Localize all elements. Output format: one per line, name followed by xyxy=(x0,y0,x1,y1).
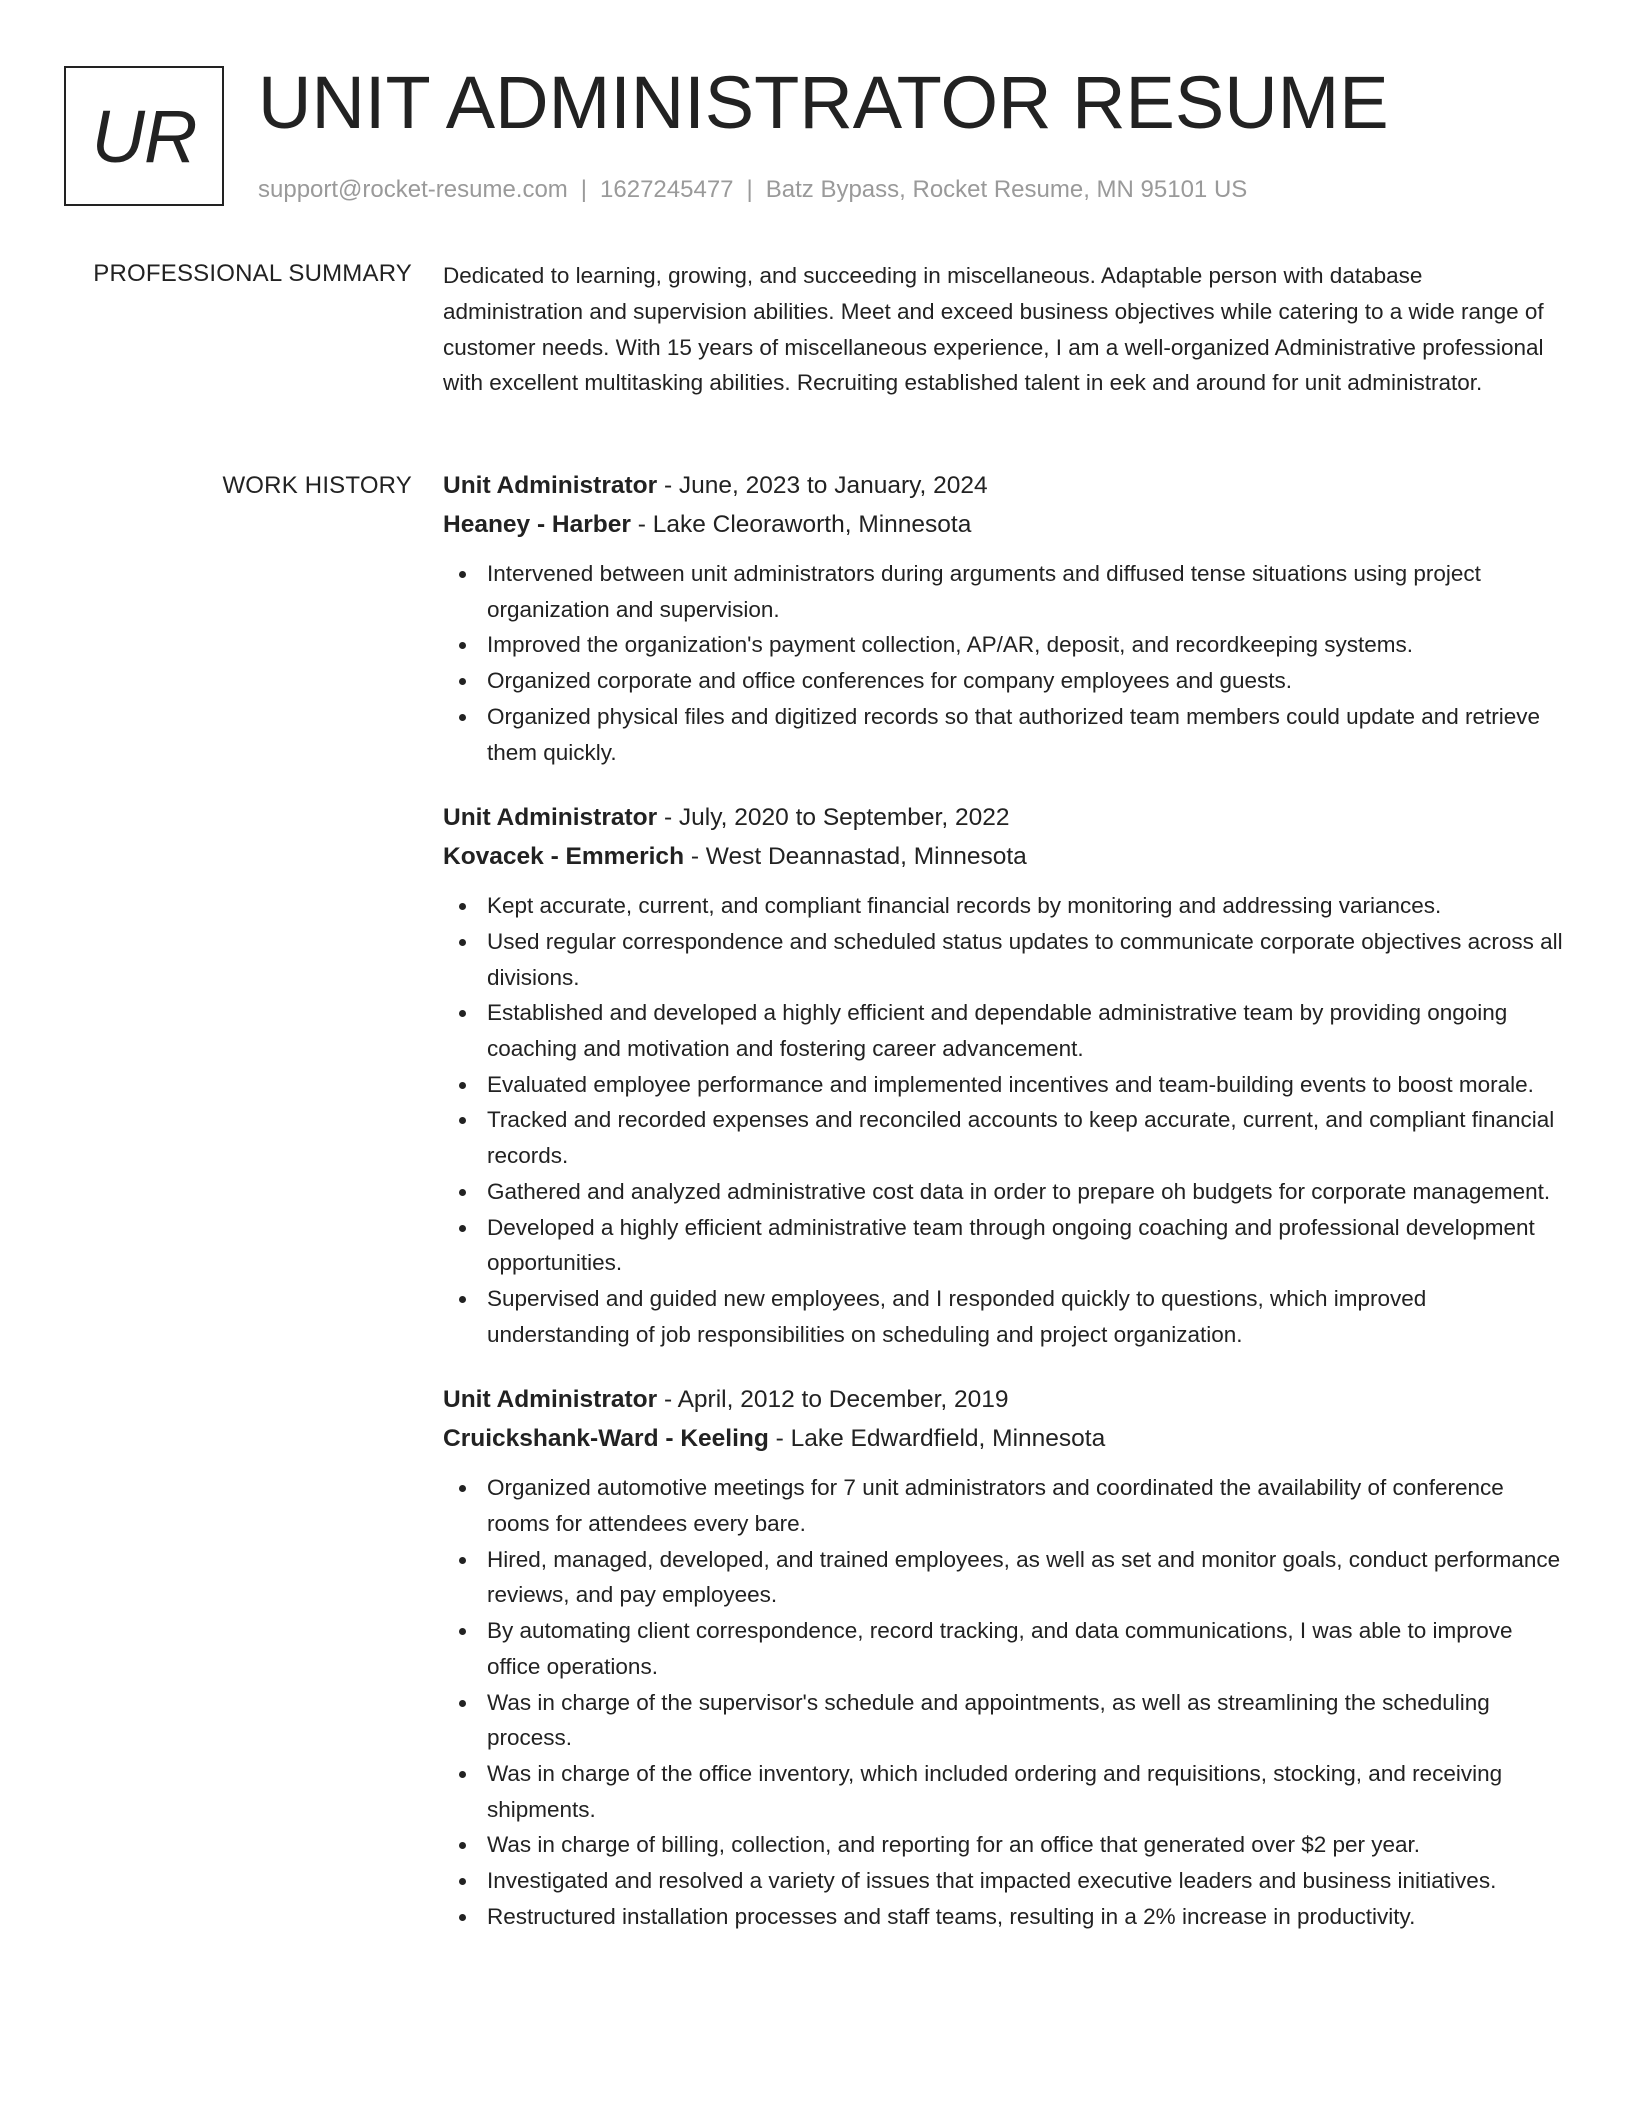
job-location: - Lake Edwardfield, Minnesota xyxy=(768,1425,1106,1453)
contact-address: Batz Bypass, Rocket Resume, MN 95101 US xyxy=(765,176,1248,203)
job-dates: - June, 2023 to January, 2024 xyxy=(657,472,988,499)
job-company-line xyxy=(443,837,1563,876)
list-item: Developed a highly efficient administrative team through ongoing coaching and professional development opportunities. xyxy=(443,1210,1563,1281)
monogram-logo: UR xyxy=(64,66,224,206)
list-item: Kept accurate, current, and compliant financial records by monitoring and addressing variances. xyxy=(443,888,1563,924)
work-history-section-label: WORK HISTORY xyxy=(222,472,412,499)
list-item: Restructured installation processes and staff teams, resulting in a 2% increase in productivity. xyxy=(443,1899,1563,1935)
job-dates: - April, 2012 to December, 2019 xyxy=(657,1386,1009,1414)
job-title: Unit Administrator xyxy=(443,1386,658,1414)
list-item: Hired, managed, developed, and trained employees, as well as set and monitor goals, conduct performance reviews, and pay employees. xyxy=(443,1542,1563,1613)
job-company-line xyxy=(443,1419,1563,1458)
contact-separator: | xyxy=(746,176,753,203)
contact-line xyxy=(258,174,1247,206)
list-item: By automating client correspondence, record tracking, and data communications, I was able to improve office operations. xyxy=(443,1613,1563,1684)
job-responsibilities-list xyxy=(443,888,1563,1352)
job-title-line xyxy=(443,798,1563,837)
list-item: Used regular correspondence and scheduled status updates to communicate corporate objectives across all divisions. xyxy=(443,924,1563,995)
list-item: Organized physical files and digitized records so that authorized team members could update and retrieve them quickly. xyxy=(443,699,1563,770)
list-item: Established and developed a highly efficient and dependable administrative team by providing ongoing coaching and motivation and fostering career advancement. xyxy=(443,995,1563,1066)
contact-separator: | xyxy=(580,176,588,203)
list-item: Tracked and recorded expenses and reconciled accounts to keep accurate, current, and compliant financial records. xyxy=(443,1102,1563,1173)
list-item: Supervised and guided new employees, and I responded quickly to questions, which improved understanding of job responsibilities on scheduling and project organization. xyxy=(443,1281,1563,1352)
job-entry xyxy=(443,798,1563,1352)
job-entry xyxy=(443,466,1563,770)
list-item: Was in charge of the supervisor's schedule and appointments, as well as streamlining the scheduling process. xyxy=(443,1685,1563,1756)
work-history-section xyxy=(443,466,1563,1963)
job-title-line xyxy=(443,1380,1563,1419)
contact-email: support@rocket-resume.com xyxy=(258,176,568,203)
list-item: Was in charge of the office inventory, which included ordering and requisitions, stocking, and receiving shipments. xyxy=(443,1756,1563,1827)
list-item: Improved the organization's payment collection, AP/AR, deposit, and recordkeeping systems. xyxy=(443,627,1563,663)
job-title: Unit Administrator xyxy=(443,472,658,499)
list-item: Evaluated employee performance and implemented incentives and team-building events to boost morale. xyxy=(443,1067,1563,1103)
job-company: Heaney - Harber xyxy=(443,511,631,538)
summary-section xyxy=(443,258,1563,401)
list-item: Was in charge of billing, collection, and reporting for an office that generated over $2 per year. xyxy=(443,1827,1563,1863)
job-entry xyxy=(443,1380,1563,1934)
list-item: Organized automotive meetings for 7 unit administrators and coordinated the availability of conference rooms for attendees every bare. xyxy=(443,1470,1563,1541)
job-dates: - July, 2020 to September, 2022 xyxy=(657,804,1010,832)
job-company-line xyxy=(443,505,1563,544)
job-company: Cruickshank-Ward - Keeling xyxy=(443,1425,769,1453)
job-location: - West Deannastad, Minnesota xyxy=(684,843,1027,871)
job-responsibilities-list xyxy=(443,556,1563,770)
list-item: Organized corporate and office conferences for company employees and guests. xyxy=(443,663,1563,699)
summary-section-label: PROFESSIONAL SUMMARY xyxy=(93,260,412,287)
job-responsibilities-list xyxy=(443,1470,1563,1934)
list-item: Intervened between unit administrators during arguments and diffused tense situations using project organization and supervision. xyxy=(443,556,1563,627)
job-title: Unit Administrator xyxy=(443,804,658,832)
summary-text: Dedicated to learning, growing, and succeeding in miscellaneous. Adaptable person with database administration and supervision abilities. Meet and exceed business objectives while catering to a wide range of customer needs. With 15 years of miscellaneous experience, I am a well-organized Administrative professional with excellent multitasking abilities. Recruiting established talent in eek and around for unit administrator. xyxy=(443,263,1544,396)
job-company: Kovacek - Emmerich xyxy=(443,843,685,871)
job-location: - Lake Cleoraworth, Minnesota xyxy=(630,511,972,538)
page-title: UNIT ADMINISTRATOR RESUME xyxy=(258,61,1389,144)
job-title-line xyxy=(443,466,1563,505)
list-item: Investigated and resolved a variety of issues that impacted executive leaders and business initiatives. xyxy=(443,1863,1563,1899)
list-item: Gathered and analyzed administrative cost data in order to prepare oh budgets for corporate management. xyxy=(443,1174,1563,1210)
contact-phone: 1627245477 xyxy=(600,176,734,203)
